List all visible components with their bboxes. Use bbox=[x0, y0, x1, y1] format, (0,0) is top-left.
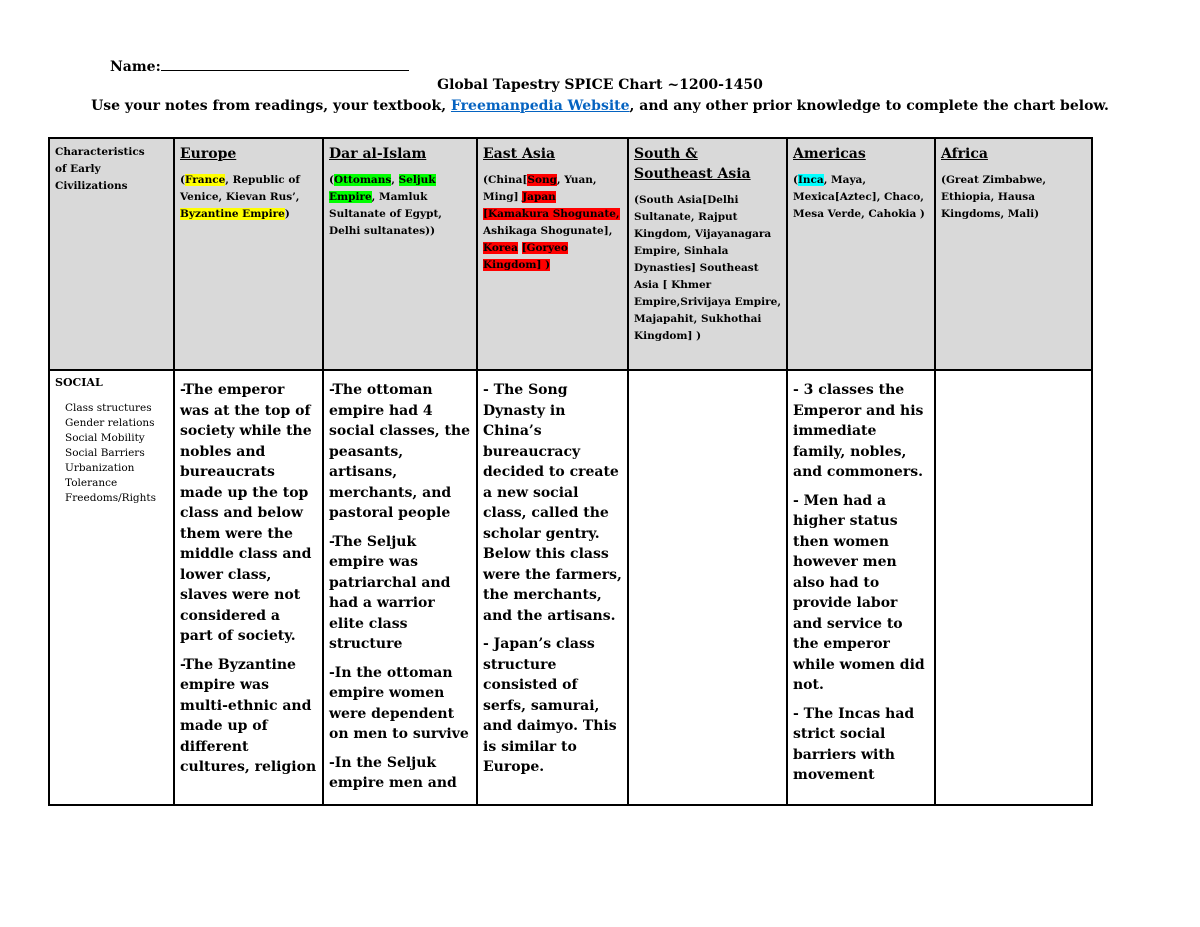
characteristics-line: Civilizations bbox=[55, 180, 128, 192]
europe-subtitle: (France, Republic of Venice, Kievan Rus’, Byzantine Empire) bbox=[180, 174, 300, 220]
social-label-cell bbox=[49, 370, 174, 805]
spice-chart-table bbox=[48, 137, 1093, 806]
europe-social-cell[interactable] bbox=[174, 370, 323, 805]
americas-title: Americas bbox=[793, 146, 866, 162]
south-southeast-asia-header-cell bbox=[628, 138, 787, 370]
social-row bbox=[49, 370, 1092, 805]
east-asia-social-entry: - Japan’s class structure consisted of serfs, samurai, and daimyo. This is similar to Europe. bbox=[483, 636, 617, 775]
dar-al-islam-subtitle: (Ottomans, Seljuk Empire, Mamluk Sultanate of Egypt, Delhi sultanates)) bbox=[329, 174, 442, 237]
dar-al-islam-social-entry: -The Seljuk empire was patriarchal and had a warrior elite class structure bbox=[329, 533, 451, 652]
instructions-text: Use your notes from readings, your textbook, bbox=[91, 98, 451, 114]
social-topic: Freedoms/Rights bbox=[65, 492, 157, 504]
europe-social-entry: -The Byzantine empire was multi-ethnic and made up of different cultures, religion bbox=[180, 656, 317, 775]
americas-header-cell bbox=[787, 138, 935, 370]
page-title: Global Tapestry SPICE Chart ~1200-1450 bbox=[437, 77, 763, 93]
americas-subtitle: (Inca, Maya, Mexica[Aztec], Chaco, Mesa Verde, Cahokia ) bbox=[793, 174, 925, 220]
europe-header-cell bbox=[174, 138, 323, 370]
characteristics-line: Characteristics bbox=[55, 146, 145, 158]
characteristics-line: of Early bbox=[55, 163, 101, 175]
africa-subtitle: (Great Zimbabwe, Ethiopia, Hausa Kingdoms, Mali) bbox=[941, 174, 1047, 220]
social-topic: Class structures bbox=[65, 402, 152, 414]
characteristics-label bbox=[55, 144, 168, 195]
americas-social-cell[interactable] bbox=[787, 370, 935, 805]
dar-al-islam-social-entry: -In the ottoman empire women were dependent on men to survive bbox=[329, 664, 469, 742]
east-asia-title: East Asia bbox=[483, 146, 556, 162]
name-label: Name: bbox=[110, 59, 161, 75]
americas-social-entry: - The Incas had strict social barriers with movement bbox=[793, 705, 915, 783]
dar-al-islam-header-cell bbox=[323, 138, 477, 370]
europe-social-entry: -The emperor was at the top of society while the nobles and bureaucrats made up the top class and below them were the middle class and lower class, slaves were not considered a part of society. bbox=[180, 382, 312, 644]
americas-social-entry: - 3 classes the Emperor and his immediate family, nobles, and commoners. bbox=[793, 382, 924, 480]
east-asia-subtitle: (China[Song, Yuan, Ming] Japan [Kamakura Shogunate, Ashikaga Shogunate], Korea [Goryeo Kingdom] ) bbox=[483, 174, 620, 271]
social-topic: Urbanization bbox=[65, 462, 135, 474]
social-topic: Social Barriers bbox=[65, 447, 145, 459]
dar-al-islam-social-entry: -In the Seljuk empire men and bbox=[329, 754, 457, 791]
social-topic: Social Mobility bbox=[65, 432, 145, 444]
social-label: SOCIAL bbox=[55, 376, 103, 389]
instructions-text-end: , and any other prior knowledge to complete the chart below. bbox=[629, 98, 1109, 114]
europe-title: Europe bbox=[180, 146, 237, 162]
south-southeast-asia-social-cell[interactable] bbox=[628, 370, 787, 805]
africa-social-cell[interactable] bbox=[935, 370, 1092, 805]
characteristics-header-cell bbox=[49, 138, 174, 370]
south-southeast-asia-subtitle: (South Asia[Delhi Sultanate, Rajput Kingdom, Vijayanagara Empire, Sinhala Dynasties] Southeast Asia [ Khmer Empire,Srivijaya Empire, Majapahit, Sukhothai Kingdom] ) bbox=[634, 194, 781, 342]
dar-al-islam-title: Dar al-Islam bbox=[329, 146, 427, 162]
east-asia-header-cell bbox=[477, 138, 628, 370]
east-asia-social-cell[interactable] bbox=[477, 370, 628, 805]
social-topic: Gender relations bbox=[65, 417, 155, 429]
south-southeast-asia-title: South & Southeast Asia bbox=[634, 146, 751, 182]
name-field bbox=[110, 57, 409, 75]
header-row bbox=[49, 138, 1092, 370]
social-topic: Tolerance bbox=[65, 477, 118, 489]
americas-social-entry: - Men had a higher status then women however men also had to provide labor and service to the emperor while women did not. bbox=[793, 492, 925, 693]
freemanpedia-link[interactable]: Freemanpedia Website bbox=[450, 98, 630, 114]
social-topics-list bbox=[65, 401, 168, 506]
east-asia-social-entry: - The Song Dynasty in China’s bureaucracy decided to create a new social class, called the scholar gentry. Below this class were the farmers, the merchants, and the artisans. bbox=[483, 382, 622, 624]
africa-title: Africa bbox=[941, 146, 988, 162]
dar-al-islam-social-cell[interactable] bbox=[323, 370, 477, 805]
africa-header-cell bbox=[935, 138, 1092, 370]
dar-al-islam-social-entry: -The ottoman empire had 4 social classes, the peasants, artisans, merchants, and pastoral people bbox=[329, 382, 471, 521]
name-blank-line[interactable] bbox=[161, 57, 409, 71]
instructions bbox=[0, 98, 1200, 114]
